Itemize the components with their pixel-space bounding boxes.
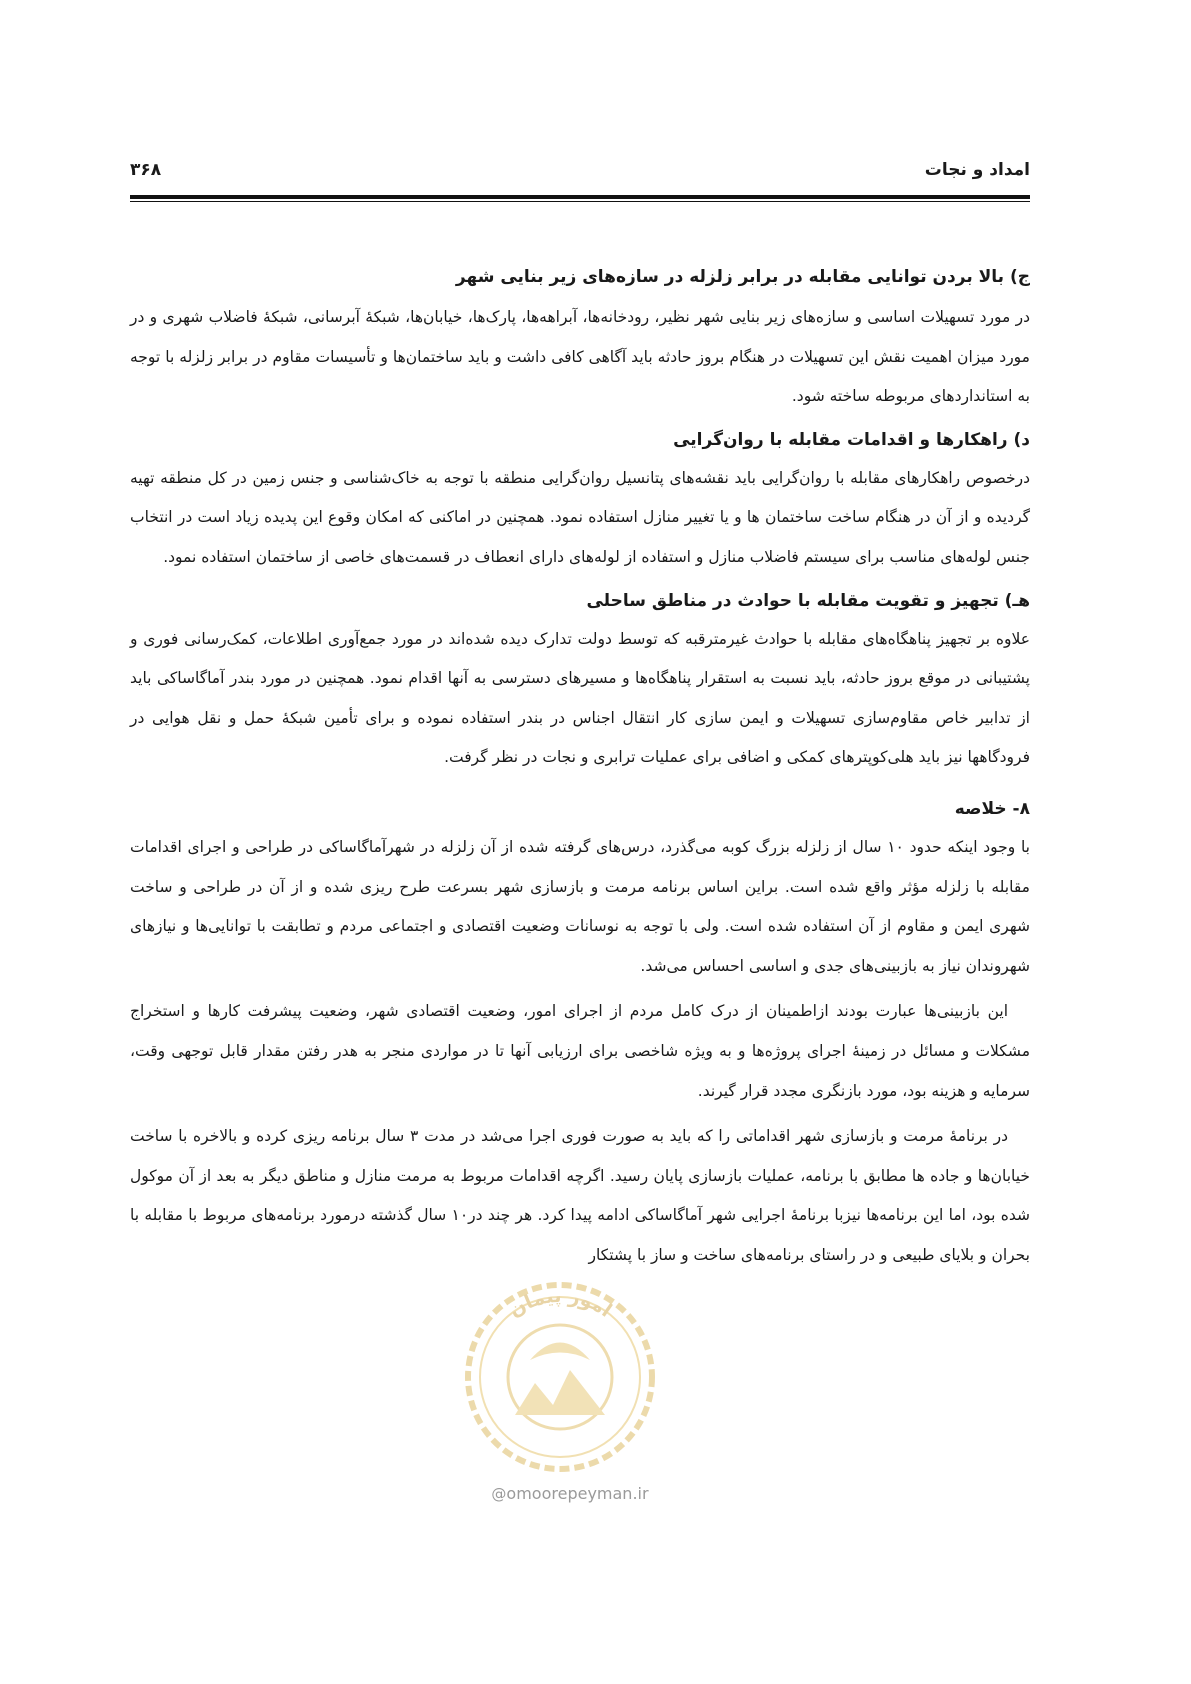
- watermark-url: @omoorepeyman.ir: [491, 1484, 649, 1503]
- chapter-title: امداد و نجات: [924, 160, 1030, 180]
- summary-paragraph-1: با وجود اینکه حدود ۱۰ سال از زلزله بزرگ کوبه می‌گذرد، درس‌های گرفته شده از آن زلزله در شهرآماگاساکی در طراحی و اجرای اقدامات مقابله با زلزله مؤثر واقع شده است. براین اساس برنامه مرمت و بازسازی شهر بسرعت طرح ریزی شده و از آن در طراحی و ساخت شهری ایمن و مقاوم از آن استفاده شده است. ولی با توجه به نوسانات وضعیت اقتصادی و اجتماعی مردم و تطابقت با توانایی‌ها و نیازهای شهروندان نیاز به بازبینی‌های جدی و اساسی احساس می‌شد.: [130, 837, 1030, 975]
- section-heading-c: ج) بالا بردن توانایی مقابله در برابر زلزله در سازه‌های زیر بنایی شهر: [455, 267, 1030, 287]
- svg-text:امور پیمان: [505, 1285, 616, 1322]
- running-head: [130, 160, 1030, 194]
- summary-paragraph-2: این بازبینی‌ها عبارت بودند ازاطمینان از درک کامل مردم از اجرای امور، وضعیت اقتصادی شهر، وضعیت پیشرفت کارها و استخراج مشکلات و مسائل در زمینهٔ اجرای پروژه‌ها و به ویژه شاخصی برای ارزیابی آنها تا در مواردی منجر به هدر رفتن مقدار قابل توجهی وقت، سرمایه و هزینه بود، مورد بازنگری مجدد قرار گیرند.: [130, 1002, 1030, 1100]
- section-heading-h: هـ) تجهیز و تقویت مقابله با حوادث در مناطق ساحلی: [586, 590, 1030, 611]
- section-d-paragraph: درخصوص راهکارهای مقابله با روان‌گرایی باید نقشه‌های پتانسیل روان‌گرایی منطقه با توجه به خاک‌شناسی و جنس زمین در کل منطقه تهیه گردیده و از آن در هنگام ساخت ساختمان ها و یا تغییر منازل استفاده نمود. همچنین در اماکنی که امکان وقوع این پدیده زیاد است در انتخاب جنس لوله‌های مناسب برای سیستم فاضلاب منازل و استفاده از لوله‌های دارای انعطاف در قسمت‌های خاصی از ساختمان استفاده نمود.: [130, 468, 1030, 566]
- watermark-seal-icon: [445, 1265, 675, 1485]
- summary-paragraph-3: در برنامهٔ مرمت و بازسازی شهر اقداماتی را که باید به صورت فوری اجرا می‌شد در مدت ۳ سال برنامه ریزی کرده و بالاخره با ساخت خیابان‌ها و جاده ها مطابق با برنامه، عملیات بازسازی پایان رسید. اگرچه اقدامات مربوط به مرمت منازل و مناطق دیگر به بعد از آن موکول شده بود، اما این برنامه‌ها نیزبا برنامهٔ اجرایی شهر آماگاساکی ادامه پیدا کرد. هر چند در۱۰ سال گذشته درمورد برنامه‌های مربوط با مقابله با بحران و بلایای طبیعی و در راستای برنامه‌های ساخت و ساز با پشتکار: [130, 1127, 1030, 1264]
- header-rule-thin: [130, 201, 1030, 202]
- section-heading-d: د) راهکارها و اقدامات مقابله با روان‌گرایی: [673, 429, 1030, 450]
- page-number: ۳۶۸: [130, 160, 162, 180]
- section-h-paragraph: علاوه بر تجهیز پناهگاه‌های مقابله با حوادث غیرمترقبه که توسط دولت تدارک دیده شده‌اند در مورد جمع‌آوری اطلاعات، کمک‌رسانی فوری و پشتیبانی در موقع بروز حادثه، باید نسبت به استقرار پناهگاه‌ها و مسیرهای دسترسی به آنها اقدام نمود. همچنین در مورد بندر آماگاساکی باید از تدابیر خاص مقاوم‌سازی تسهیلات و ایمن سازی کار انتقال اجناس در بندر استفاده نموده و برای تأمین شبکهٔ حمل و نقل هوایی در فرودگاهها نیز باید هلی‌کوپترهای کمکی و اضافی برای عملیات ترابری و نجات در نظر گرفت.: [130, 629, 1030, 767]
- section-c-paragraph: در مورد تسهیلات اساسی و سازه‌های زیر بنایی شهر نظیر، رودخانه‌ها، آبراهه‌ها، پارک‌ها، خیابان‌ها، شبکهٔ آبرسانی، شبکهٔ فاضلاب شهری و در مورد میزان اهمیت نقش این تسهیلات در هنگام بروز حادثه باید آگاهی کافی داشت و باید ساختمان‌ها و تأسیسات مقاوم در برابر زلزله با توجه به استانداردهای مربوطه ساخته شود.: [130, 308, 1030, 406]
- body-text: [130, 262, 1030, 1275]
- at-icon: @: [491, 1485, 507, 1503]
- header-rule-thick: [130, 195, 1030, 199]
- seal-text: امور پیمان: [504, 1284, 616, 1322]
- section-heading-summary: ۸- خلاصه: [954, 798, 1030, 819]
